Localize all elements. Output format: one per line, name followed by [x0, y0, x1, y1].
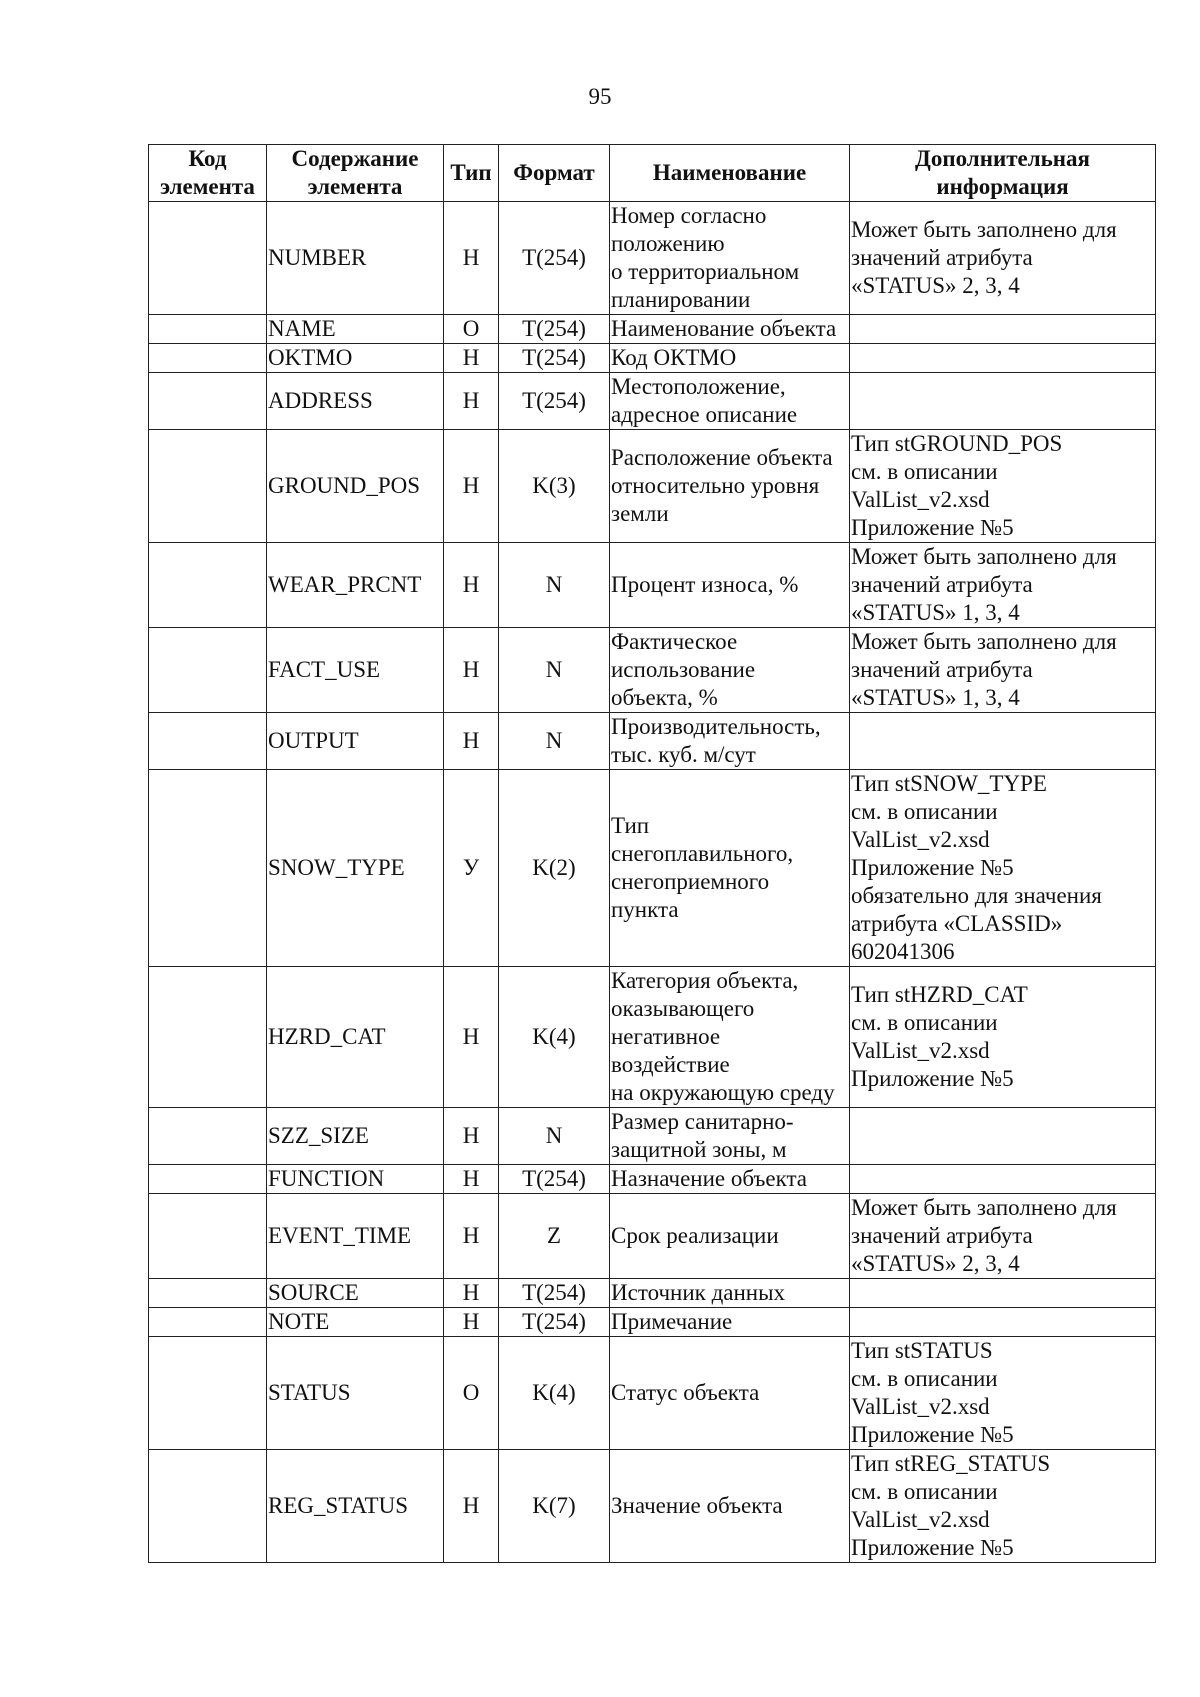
cell-type: [444, 373, 499, 430]
cell-text: Может быть заполнено для значений атрибута «STATUS» 1, 3, 4: [851, 629, 1117, 710]
cell-name: [267, 770, 444, 967]
cell-format: [499, 430, 610, 543]
cell-name: [267, 1165, 444, 1194]
header-content: Содержание элемента: [267, 145, 444, 202]
cell-info: [850, 202, 1156, 315]
cell-text: T(254): [522, 316, 586, 341]
cell-format: [499, 1194, 610, 1279]
cell-code: [149, 1165, 267, 1194]
table-row: [149, 1108, 1156, 1165]
cell-name: [267, 373, 444, 430]
table-row: [149, 344, 1156, 373]
cell-code: [149, 315, 267, 344]
cell-text: T(254): [522, 345, 586, 370]
cell-type: [444, 430, 499, 543]
cell-type: [444, 628, 499, 713]
cell-text: OUTPUT: [268, 728, 359, 753]
cell-text: Н: [462, 1280, 480, 1305]
cell-text: SZZ_SIZE: [268, 1123, 369, 1148]
cell-name: [267, 344, 444, 373]
cell-text: REG_STATUS: [268, 1493, 409, 1518]
cell-text: Номер согласно положению о территориальном планировании: [611, 203, 800, 312]
cell-text: EVENT_TIME: [268, 1223, 412, 1248]
table-row: [149, 628, 1156, 713]
cell-title: [610, 1165, 850, 1194]
cell-format: [499, 1337, 610, 1450]
cell-text: Н: [462, 1309, 480, 1334]
cell-code: [149, 713, 267, 770]
cell-title: [610, 202, 850, 315]
table-row: [149, 770, 1156, 967]
header-row: [149, 145, 1156, 202]
cell-title: [610, 1337, 850, 1450]
cell-title: [610, 315, 850, 344]
cell-type: [444, 344, 499, 373]
cell-code: [149, 344, 267, 373]
cell-text: HZRD_CAT: [268, 1024, 386, 1049]
cell-info: [850, 344, 1156, 373]
cell-format: [499, 1279, 610, 1308]
cell-code: [149, 543, 267, 628]
cell-text: K(2): [532, 855, 576, 880]
cell-text: Тип снегоплавильного, снегоприемного пункта: [611, 813, 794, 922]
cell-info: [850, 770, 1156, 967]
cell-title: [610, 770, 850, 967]
cell-format: [499, 628, 610, 713]
cell-text: NUMBER: [268, 245, 367, 270]
cell-info: [850, 430, 1156, 543]
header-info: Дополнительная информация: [850, 145, 1156, 202]
cell-name: [267, 202, 444, 315]
header-format: Формат: [499, 145, 610, 202]
cell-text: Назначение объекта: [611, 1166, 807, 1191]
cell-text: Местоположение, адресное описание: [611, 374, 798, 427]
cell-text: Тип stSTATUS см. в описании ValList_v2.xsd Приложение №5: [851, 1338, 1014, 1447]
table-row: [149, 713, 1156, 770]
cell-text: Н: [462, 1123, 480, 1148]
element-spec-table: [148, 144, 1156, 1563]
cell-text: OKTMO: [268, 345, 353, 370]
cell-text: GROUND_POS: [268, 473, 421, 498]
cell-code: [149, 430, 267, 543]
cell-text: T(254): [522, 245, 586, 270]
cell-type: [444, 1194, 499, 1279]
cell-title: [610, 1308, 850, 1337]
cell-text: K(3): [532, 473, 576, 498]
cell-info: [850, 628, 1156, 713]
page-number: 95: [588, 84, 612, 109]
cell-info: [850, 1165, 1156, 1194]
cell-title: [610, 543, 850, 628]
cell-text: Н: [462, 1166, 480, 1191]
cell-text: N: [545, 1123, 563, 1148]
cell-text: T(254): [522, 388, 586, 413]
cell-name: [267, 1450, 444, 1563]
cell-code: [149, 1337, 267, 1450]
cell-text: N: [545, 572, 563, 597]
cell-type: [444, 1337, 499, 1450]
cell-name: [267, 543, 444, 628]
cell-text: SOURCE: [268, 1280, 359, 1305]
table-row: [149, 1337, 1156, 1450]
cell-text: N: [545, 728, 563, 753]
table-row: [149, 1279, 1156, 1308]
cell-format: [499, 713, 610, 770]
cell-type: [444, 770, 499, 967]
cell-text: Значение объекта: [611, 1493, 783, 1518]
cell-code: [149, 202, 267, 315]
cell-text: Расположение объекта относительно уровня земли: [611, 445, 833, 526]
cell-text: SNOW_TYPE: [268, 855, 405, 880]
cell-text: T(254): [522, 1166, 586, 1191]
cell-info: [850, 1308, 1156, 1337]
cell-text: Н: [462, 245, 480, 270]
header-type: Тип: [444, 145, 499, 202]
table-row: [149, 315, 1156, 344]
cell-info: [850, 1194, 1156, 1279]
cell-text: Тип stGROUND_POS см. в описании ValList_v2.xsd Приложение №5: [851, 431, 1063, 540]
cell-text: Тип stSNOW_TYPE см. в описании ValList_v2.xsd Приложение №5 обязательно для значения атрибута «CLASSID» 602041306: [851, 771, 1102, 964]
table-row: [149, 373, 1156, 430]
cell-text: Может быть заполнено для значений атрибута «STATUS» 2, 3, 4: [851, 1195, 1117, 1276]
cell-text: FUNCTION: [268, 1166, 385, 1191]
cell-title: [610, 1450, 850, 1563]
cell-text: Н: [462, 388, 480, 413]
cell-title: [610, 1194, 850, 1279]
cell-type: [444, 202, 499, 315]
cell-text: WEAR_PRCNT: [268, 572, 422, 597]
cell-text: Наименование объекта: [611, 316, 837, 341]
cell-text: Тип stHZRD_CAT см. в описании ValList_v2.xsd Приложение №5: [851, 982, 1028, 1091]
cell-text: Н: [462, 1024, 480, 1049]
cell-text: Тип stREG_STATUS см. в описании ValList_v2.xsd Приложение №5: [851, 1451, 1051, 1560]
cell-info: [850, 315, 1156, 344]
cell-info: [850, 1108, 1156, 1165]
cell-info: [850, 1337, 1156, 1450]
cell-code: [149, 1279, 267, 1308]
table-row: [149, 1308, 1156, 1337]
cell-text: Может быть заполнено для значений атрибута «STATUS» 1, 3, 4: [851, 544, 1117, 625]
cell-text: Производительность, тыс. куб. м/сут: [611, 714, 821, 767]
header-title: Наименование: [610, 145, 850, 202]
cell-format: [499, 1450, 610, 1563]
table-row: [149, 1194, 1156, 1279]
cell-text: Н: [462, 728, 480, 753]
cell-info: [850, 967, 1156, 1108]
cell-text: Категория объекта, оказывающего негативное воздействие на окружающую среду: [611, 968, 835, 1105]
cell-name: [267, 713, 444, 770]
header-code: Код элемента: [149, 145, 267, 202]
table-row: [149, 430, 1156, 543]
cell-code: [149, 1308, 267, 1337]
cell-type: [444, 543, 499, 628]
cell-code: [149, 1194, 267, 1279]
cell-type: [444, 1279, 499, 1308]
cell-text: Статус объекта: [611, 1380, 760, 1405]
cell-text: Н: [462, 657, 480, 682]
cell-info: [850, 1450, 1156, 1563]
cell-text: У: [462, 855, 480, 880]
cell-code: [149, 1108, 267, 1165]
cell-format: [499, 543, 610, 628]
cell-format: [499, 202, 610, 315]
cell-text: T(254): [522, 1280, 586, 1305]
cell-info: [850, 1279, 1156, 1308]
cell-text: Источник данных: [611, 1280, 786, 1305]
cell-type: [444, 1165, 499, 1194]
table-row: [149, 543, 1156, 628]
cell-text: Примечание: [611, 1309, 733, 1334]
cell-name: [267, 1194, 444, 1279]
cell-format: [499, 770, 610, 967]
cell-code: [149, 770, 267, 967]
cell-text: Фактическое использование объекта, %: [611, 629, 756, 710]
cell-format: [499, 373, 610, 430]
cell-text: Срок реализации: [611, 1223, 779, 1248]
cell-text: STATUS: [268, 1380, 351, 1405]
cell-name: [267, 967, 444, 1108]
cell-title: [610, 430, 850, 543]
cell-title: [610, 373, 850, 430]
cell-text: NOTE: [268, 1309, 330, 1334]
cell-text: О: [462, 1380, 480, 1405]
cell-text: NAME: [268, 316, 336, 341]
cell-name: [267, 430, 444, 543]
cell-text: T(254): [522, 1309, 586, 1334]
cell-type: [444, 713, 499, 770]
cell-text: ADDRESS: [268, 388, 373, 413]
cell-text: FACT_USE: [268, 657, 381, 682]
cell-text: Н: [462, 1223, 480, 1248]
cell-name: [267, 628, 444, 713]
cell-text: Может быть заполнено для значений атрибута «STATUS» 2, 3, 4: [851, 217, 1117, 298]
cell-format: [499, 344, 610, 373]
cell-format: [499, 1165, 610, 1194]
table-row: [149, 1450, 1156, 1563]
cell-name: [267, 1337, 444, 1450]
cell-type: [444, 1450, 499, 1563]
cell-text: Н: [462, 1493, 480, 1518]
cell-type: [444, 967, 499, 1108]
cell-format: [499, 1108, 610, 1165]
cell-text: Z: [546, 1223, 562, 1248]
cell-text: Размер санитарно- защитной зоны, м: [611, 1109, 794, 1162]
cell-text: Н: [462, 345, 480, 370]
cell-info: [850, 373, 1156, 430]
cell-title: [610, 713, 850, 770]
cell-code: [149, 1450, 267, 1563]
cell-format: [499, 1308, 610, 1337]
cell-text: N: [545, 657, 563, 682]
cell-name: [267, 1108, 444, 1165]
cell-info: [850, 713, 1156, 770]
cell-code: [149, 373, 267, 430]
cell-title: [610, 628, 850, 713]
table-row: [149, 202, 1156, 315]
cell-text: K(4): [532, 1380, 576, 1405]
cell-type: [444, 1108, 499, 1165]
cell-type: [444, 315, 499, 344]
cell-text: Код ОКТМО: [611, 345, 737, 370]
cell-name: [267, 1279, 444, 1308]
table-row: [149, 1165, 1156, 1194]
cell-info: [850, 543, 1156, 628]
cell-title: [610, 1108, 850, 1165]
cell-format: [499, 315, 610, 344]
cell-text: K(4): [532, 1024, 576, 1049]
cell-name: [267, 315, 444, 344]
cell-code: [149, 967, 267, 1108]
cell-text: О: [462, 316, 480, 341]
cell-code: [149, 628, 267, 713]
cell-title: [610, 344, 850, 373]
cell-text: Н: [462, 572, 480, 597]
cell-format: [499, 967, 610, 1108]
cell-title: [610, 967, 850, 1108]
cell-name: [267, 1308, 444, 1337]
table-row: [149, 967, 1156, 1108]
cell-text: K(7): [532, 1493, 576, 1518]
cell-text: Н: [462, 473, 480, 498]
cell-title: [610, 1279, 850, 1308]
cell-text: Процент износа, %: [611, 572, 799, 597]
cell-type: [444, 1308, 499, 1337]
